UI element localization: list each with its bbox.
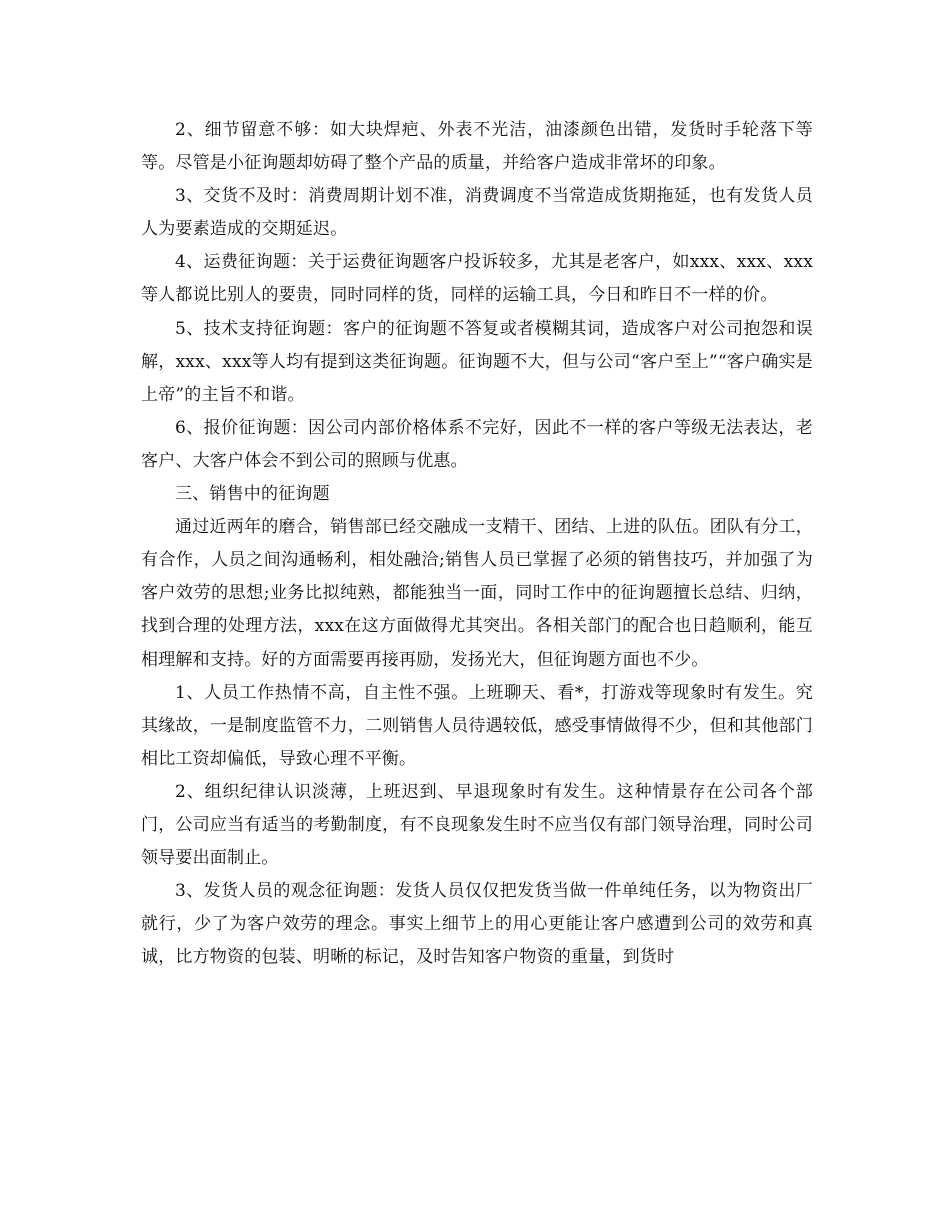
paragraph-detail-issue: 2、细节留意不够：如大块焊疤、外表不光洁，油漆颜色出错，发货时手轮落下等等。尽管是小征询题却妨碍了整个产品的质量，并给客户造成非常坏的印象。 xyxy=(141,120,813,174)
paragraph-quote-issue: 6、报价征询题：因公司内部价格体系不完好，因此不一样的客户等级无法表达，老客户、大客户体会不到公司的照顾与优惠。 xyxy=(141,417,813,471)
paragraph-freight-issue: 4、运费征询题：关于运费征询题客户投诉较多，尤其是老客户，如xxx、xxx、xxx等人都说比别人的要贵，同时同样的货，同样的运输工具，今日和昨日不一样的价。 xyxy=(141,252,813,306)
paragraph-tech-support-issue: 5、技术支持征询题：客户的征询题不答复或者模糊其词，造成客户对公司抱怨和误解，xxx、xxx等人均有提到这类征询题。征询题不大，但与公司“客户至上”“客户确实是上帝”的主旨不和谐。 xyxy=(141,318,813,405)
paragraph-shipping-attitude: 3、发货人员的观念征询题：发货人员仅仅把发货当做一件单纯任务，以为物资出厂就行，少了为客户效劳的理念。事实上细节上的用心更能让客户感遭到公司的效劳和真诚，比方物资的包装、明晰的标记，及时告知客户物资的重量，到货时 xyxy=(141,881,813,968)
paragraph-discipline: 2、组织纪律认识淡薄，上班迟到、早退现象时有发生。这种情景存在公司各个部门，公司应当有适当的考勤制度，有不良现象发生时不应当仅有部门领导治理，同时公司领导要出面制止。 xyxy=(141,781,813,869)
paragraph-team-overview: 通过近两年的磨合，销售部已经交融成一支精干、团结、上进的队伍。团队有分工，有合作，人员之间沟通畅利，相处融洽;销售人员已掌握了必须的销售技巧，并加强了为客户效劳的思想;业务比拟纯熟，都能独当一面，同时工作中的征询题擅长总结、归纳，找到合理的处理方法，xxx在这方面做得尤其突出。各相关部门的配合也日趋顺利，能互相理解和支持。好的方面需要再接再励，发扬光大，但征询题方面也不少。 xyxy=(141,517,813,670)
document-body xyxy=(141,114,813,974)
section-heading-sales-issues: 三、销售中的征询题 xyxy=(175,484,330,505)
paragraph-delivery-delay: 3、交货不及时：消费周期计划不准，消费调度不当常造成货期拖延，也有发货人员人为要素造成的交期延迟。 xyxy=(141,186,813,240)
paragraph-staff-enthusiasm: 1、人员工作热情不高，自主性不强。上班聊天、看*，打游戏等现象时有发生。究其缘故，一是制度监管不力，二则销售人员待遇较低，感受事情做得不少，但和其他部门相比工资却偏低，导致心理不平衡。 xyxy=(141,682,813,769)
